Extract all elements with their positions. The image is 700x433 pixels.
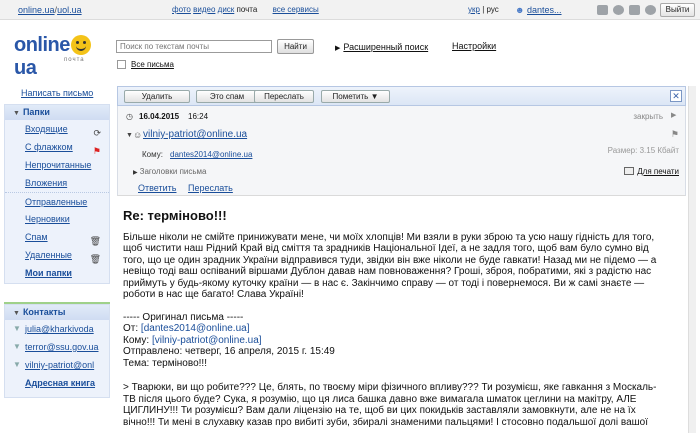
site-separator: / <box>54 5 58 15</box>
service-photo[interactable]: фото <box>172 5 191 14</box>
logo-subtitle: почта <box>64 57 85 63</box>
folder-unread[interactable]: Непрочитанные <box>25 160 92 170</box>
search-input[interactable] <box>116 40 272 53</box>
user-link[interactable]: dantes... <box>527 5 562 15</box>
all-services-link[interactable]: все сервисы <box>272 5 319 14</box>
triangle-right-icon: ▶ <box>335 45 341 52</box>
service-disk[interactable]: диск <box>217 5 235 14</box>
flag-icon[interactable]: ⚑ <box>670 129 679 139</box>
folder-deleted[interactable]: Удаленные 🗑 <box>5 246 109 264</box>
language-switch <box>468 5 499 14</box>
service-video[interactable]: видео <box>193 5 216 14</box>
trash-icon[interactable]: 🗑 <box>89 254 101 264</box>
all-mail-label[interactable]: Все письма <box>131 60 174 69</box>
refresh-icon[interactable]: ⟳ <box>93 128 101 138</box>
original-message-header <box>123 312 669 370</box>
folders-panel <box>4 104 110 284</box>
folder-inbox[interactable]: Входящие ⟳ <box>5 120 109 138</box>
flag-icon: ⚑ <box>92 146 101 156</box>
settings-link[interactable]: Настройки <box>452 41 497 51</box>
contact-item[interactable]: ▼ terror@ssu.gov.ua <box>5 338 109 356</box>
message-date: 16.04.2015 <box>139 112 180 121</box>
triangle-right-icon: ▶ <box>133 170 138 176</box>
folders-header[interactable]: ▼ Папки <box>5 105 109 120</box>
top-bar <box>0 0 700 20</box>
original-from-link[interactable]: [dantes2014@online.ua] <box>140 323 250 334</box>
filter-icon: ▼ <box>13 324 21 333</box>
message-header <box>117 106 686 196</box>
close-icon[interactable]: ✕ <box>670 90 682 102</box>
all-mail-checkbox[interactable] <box>117 60 126 69</box>
original-sent: Отправлено: четверг, 16 апреля, 2015 г. 15:49 <box>123 346 335 357</box>
message-time: 16:24 <box>188 112 209 121</box>
to-label: Кому: <box>142 150 163 159</box>
message-icon[interactable] <box>629 5 640 15</box>
search-button[interactable]: Найти <box>277 39 314 54</box>
trash-icon[interactable]: 🗑 <box>89 236 101 246</box>
smile-icon <box>71 35 91 55</box>
lang-ukr[interactable]: укр <box>468 5 480 14</box>
chat-icon[interactable] <box>613 5 624 15</box>
sender-icon: ☺ <box>133 130 143 140</box>
site-link-uol[interactable]: uol.ua <box>57 5 82 15</box>
folder-attachments[interactable]: Вложения <box>25 178 68 188</box>
lang-rus: рус <box>486 5 499 14</box>
site-links <box>18 5 82 15</box>
contact-item[interactable]: ▼ julia@kharkivoda <box>5 320 109 338</box>
folder-drafts[interactable]: Черновики <box>25 214 70 224</box>
original-subject: Тема: терміново!!! <box>123 357 207 369</box>
original-from: От: [dantes2014@online.ua] <box>123 323 250 334</box>
logo[interactable] <box>14 34 109 79</box>
expand-icon[interactable]: ▼ <box>126 132 133 139</box>
address-book-link[interactable]: Адресная книга <box>25 378 96 388</box>
reply-link[interactable]: Ответить <box>138 183 177 193</box>
contacts-header[interactable]: ▼ Контакты <box>5 305 109 320</box>
scrollbar[interactable] <box>688 86 696 433</box>
spam-button[interactable]: Это спам <box>196 90 258 103</box>
folder-flagged[interactable]: С флажком ⚑ <box>5 138 109 156</box>
original-to-link[interactable]: [vilniy-patriot@online.ua] <box>151 334 262 346</box>
forward-link[interactable]: Переслать <box>188 183 233 193</box>
filter-icon: ▼ <box>13 342 21 351</box>
mail-icon[interactable] <box>597 5 608 15</box>
my-folders-link[interactable]: Мои папки <box>25 268 72 278</box>
print-icon <box>624 167 634 175</box>
delete-button[interactable]: Удалить <box>124 90 190 103</box>
exit-button[interactable]: Выйти <box>660 3 695 17</box>
services-nav <box>172 5 319 14</box>
original-separator: ----- Оригинал письма ----- <box>123 311 244 323</box>
next-arrow-icon[interactable]: ▶ <box>671 112 677 119</box>
forward-toolbar-button[interactable]: Переслать <box>254 90 314 103</box>
compose-link[interactable]: Написать письмо <box>21 88 94 98</box>
folder-spam[interactable]: Спам 🗑 <box>5 228 109 246</box>
headers-toggle[interactable]: ▶ Заголовки письма <box>133 167 207 176</box>
message-toolbar <box>117 86 686 106</box>
user-account <box>515 5 562 15</box>
sender-address[interactable]: vilniy-patriot@online.ua <box>143 129 248 140</box>
site-link-online[interactable]: online.ua <box>18 5 55 15</box>
folder-sent[interactable]: Отправленные <box>5 192 109 210</box>
message-subject: Re: терміново!!! <box>123 208 227 223</box>
original-to: Кому: [vilniy-patriot@online.ua] <box>123 334 262 346</box>
close-message-link[interactable]: закрыть <box>633 112 663 121</box>
advanced-search-link[interactable]: Расширенный поиск <box>343 42 429 52</box>
all-mail-filter[interactable] <box>117 60 174 69</box>
advanced-search[interactable] <box>335 42 428 52</box>
collapse-icon: ▼ <box>13 310 20 317</box>
collapse-icon: ▼ <box>13 110 20 117</box>
contacts-panel <box>4 304 110 398</box>
print-link[interactable]: Для печати <box>624 167 679 176</box>
globe-icon[interactable] <box>645 5 656 15</box>
top-icons <box>597 5 656 15</box>
logo-text: onlineua <box>14 34 92 79</box>
contact-item[interactable]: ▼ vilniy-patriot@onl <box>5 356 109 374</box>
service-mail: почта <box>236 5 258 14</box>
message-size: Размер: 3.15 Кбайт <box>607 146 679 155</box>
user-icon: ☻ <box>515 5 525 15</box>
mark-dropdown[interactable]: Пометить ▼ <box>321 90 390 103</box>
clock-icon: ◷ <box>126 112 133 121</box>
message-text: Більше ніколи не смійте принижувати мене, чи моїх хлопців! Ми взяли в руки зброю та усю нашу гідність для того, щоб чистити наш Рідний Край від сміття та зрадників Національної Ідеї, а не задля того, щоб вам було сумно від того, що це один зрадник України відправився туди, звідки він вже ніколи не буде гавкати! Назад ми не підемо — а невіщо тоді ваш оспіваний віршами Дублон давав нам повноваження? Гроші, зброя, побратими, які з радістю нас приймуть у будь-якому куточку країни — в нас є. Закінчимо справу — от тоді і повернемося. Ви ж самі знаєте — роботи в нас ще багато! Слава Україні! <box>123 231 657 300</box>
recipient-address[interactable]: dantes2014@online.ua <box>170 150 253 159</box>
lang-separator: | <box>482 5 485 14</box>
message-body <box>123 206 669 433</box>
filter-icon: ▼ <box>13 360 21 369</box>
quoted-text: > Тварюки, ви що робите??? Це, блять, по твоєму міри фізичного впливу??? Ти розумієш, яке гавкання з Москаль-ТВ після цього буде? Сука, я розумію, що ця лиса башка давно вже вимагала шматок цеглини на макітру, АЛЕ ЦИГЛИНУ!!! Ти розумієш? Вам дали ліцензію на те, щоб ви цих покидьків заставляли замовкнути, але не на їх вічно!!! Ти мені в слухавку казав про вибиті зуби, збиралі знаменими пальцями! І стосовно подальшої долі вашої <box>123 382 657 428</box>
